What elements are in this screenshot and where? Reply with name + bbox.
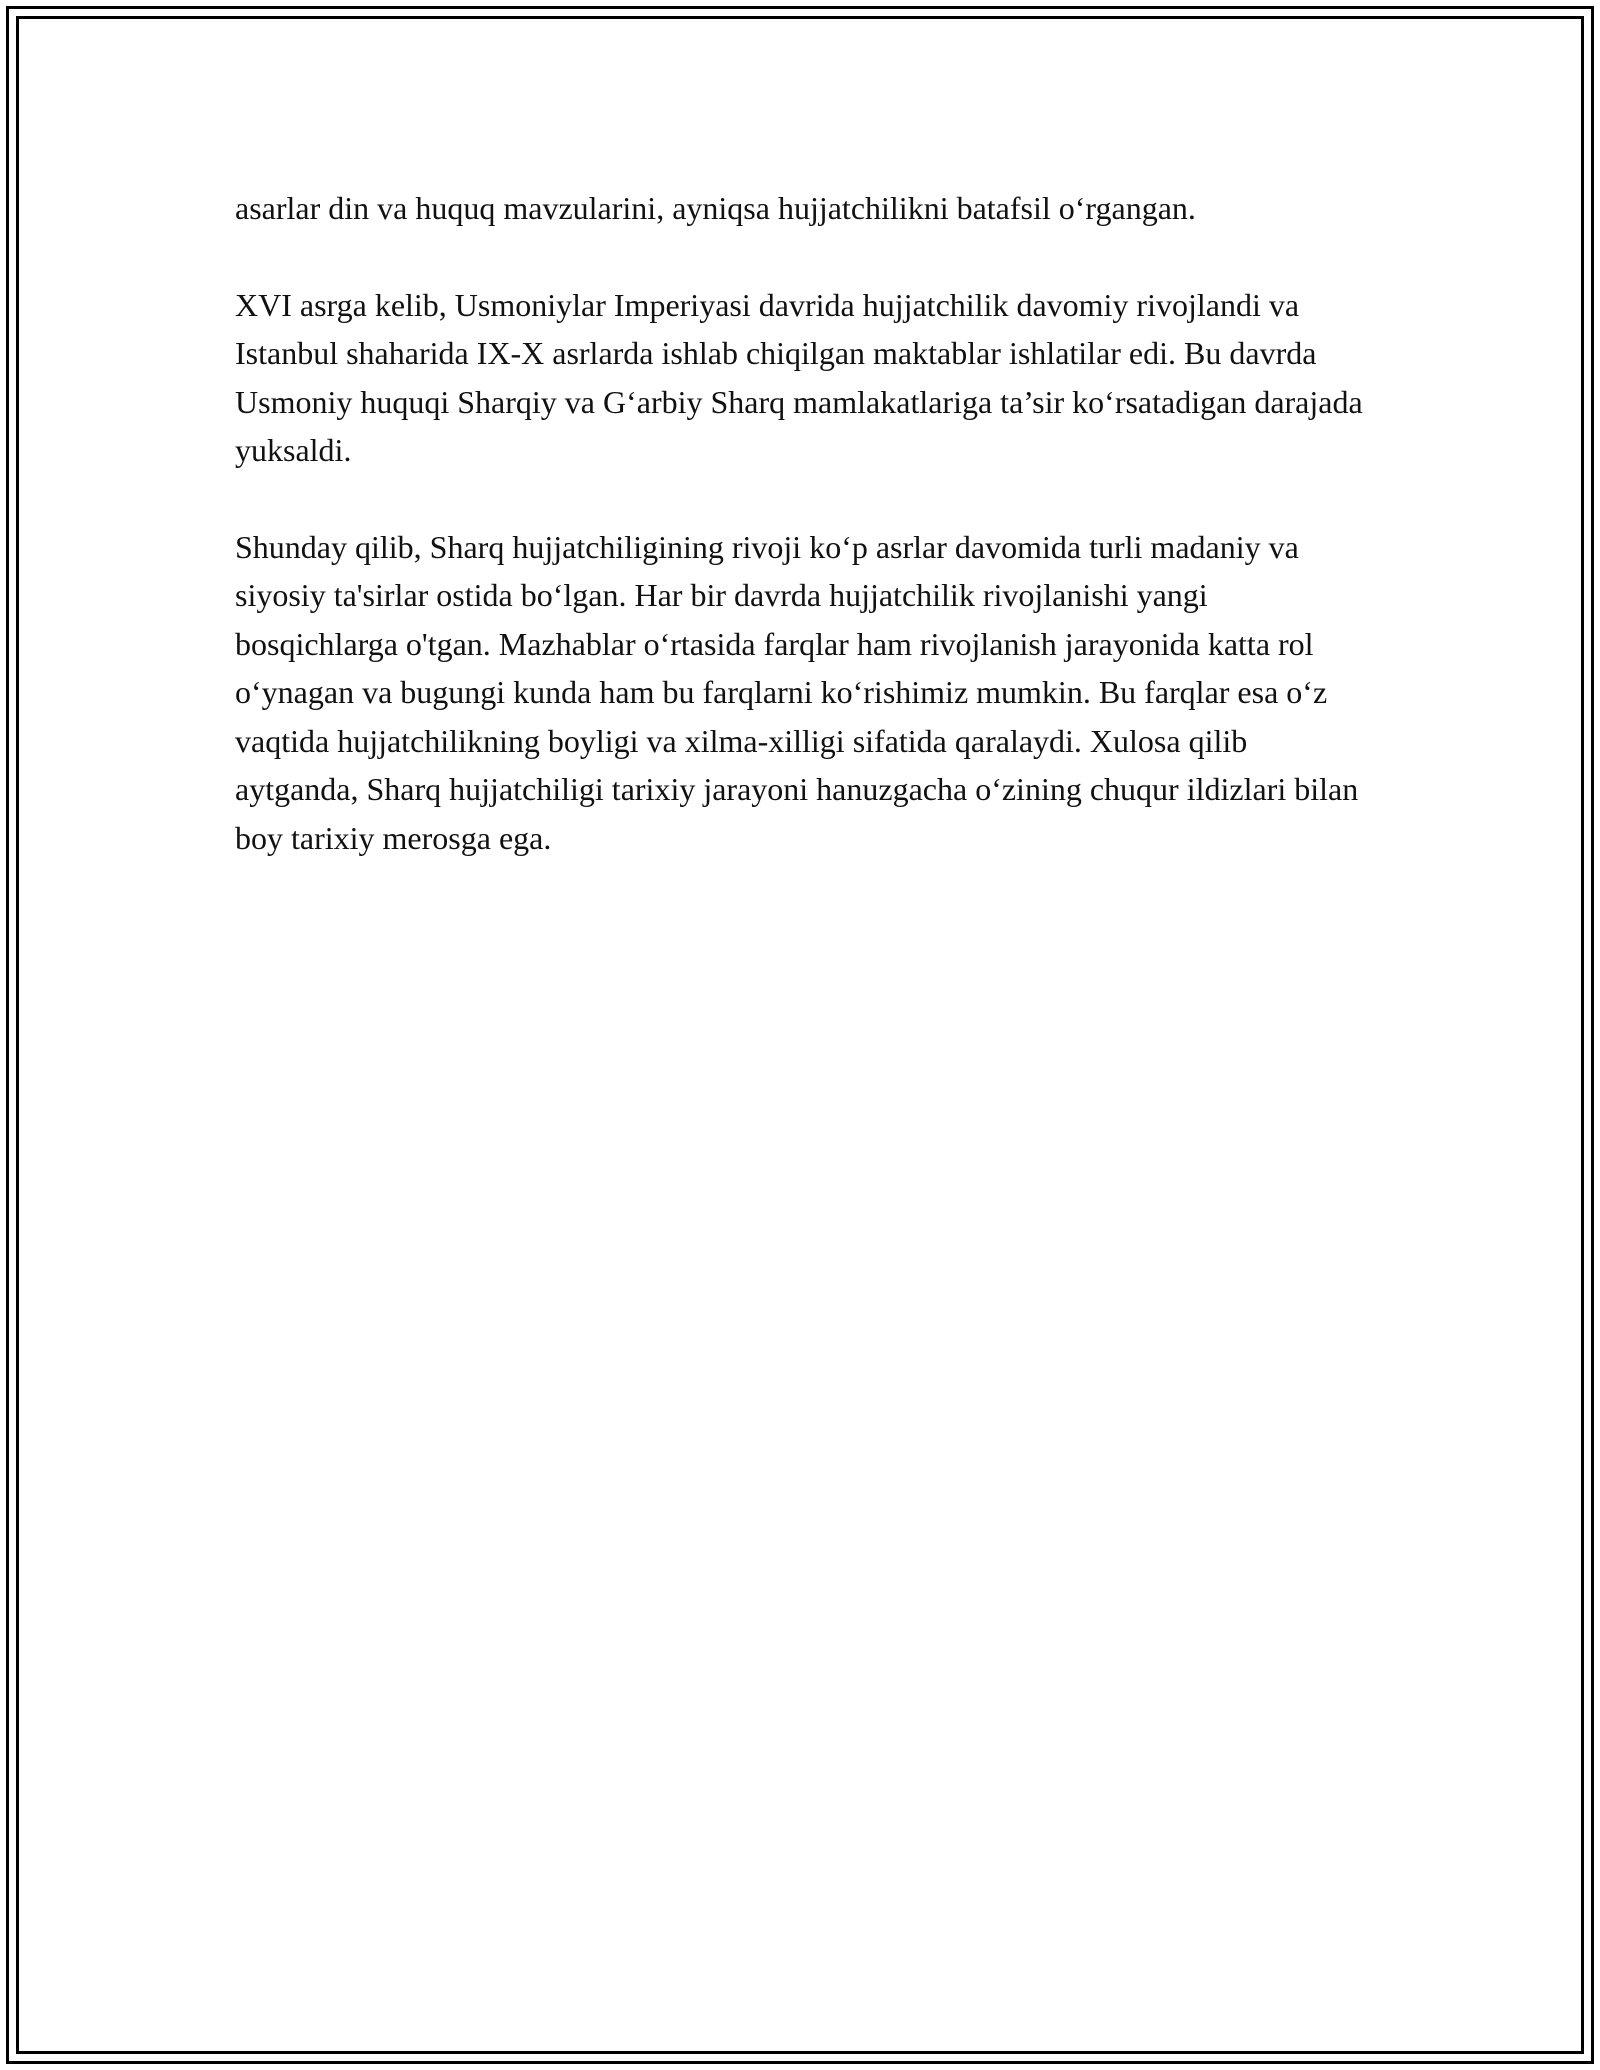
document-body: [235, 184, 1375, 910]
paragraph-1: asarlar din va huquq mavzularini, ayniqsa hujjatchilikni batafsil o‘rgangan.: [235, 190, 1196, 226]
paragraph-2: XVI asrga kelib, Usmoniylar Imperiyasi davrida hujjatchilik davomiy rivojlandi va Istanbul shaharida IX-X asrlarda ishlab chiqilgan maktablar ishlatilar edi. Bu davrda Usmoniy huquqi Sharqiy va G‘arbiy Sharq mamlakatlariga ta’sir ko‘rsatadigan darajada yuksaldi.: [235, 286, 1363, 468]
paragraph-3: Shunday qilib, Sharq hujjatchiligining rivoji ko‘p asrlar davomida turli madaniy va siyosiy ta'sirlar ostida bo‘lgan. Har bir davrda hujjatchilik rivojlanishi yangi bosqichlarga o'tgan. Mazhablar o‘rtasida farqlar ham rivojlanish jarayonida katta rol o‘ynagan va bugungi kunda ham bu farqlarni ko‘rishimiz mumkin. Bu farqlar esa o‘z vaqtida hujjatchilikning boyligi va xilma-xilligi sifatida qaralaydi. Xulosa qilib aytganda, Sharq hujjatchiligi tarixiy jarayoni hanuzgacha o‘zining chuqur ildizlari bilan boy tarixiy merosga ega.: [235, 528, 1359, 856]
